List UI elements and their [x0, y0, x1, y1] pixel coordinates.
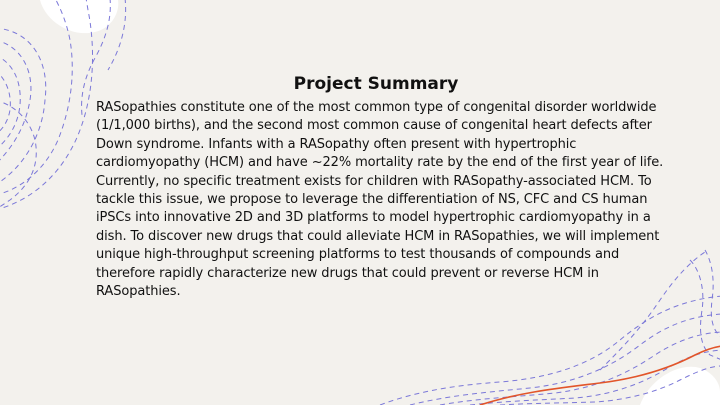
top-blob-shape: [40, 0, 118, 33]
slide-body-text: RASopathies constitute one of the most common type of congenital disorder worldwide (1/1,000 births), and the second most common cause of congenital heart defects after Down syndrome. Infants with a RASopathy often present with hypertrophic cardiomyopathy (HCM) and have ~22% mortality rate by the end of the first year of life. Currently, no specific treatment exists for children with RASopathy-associated HCM. To tackle this issue, we propose to leverage the differentiation of NS, CFC and CS human iPSCs into innovative 2D and 3D platforms to model hypertrophic cardiomyopathy in a dish. To discover new drugs that could alleviate HCM in RASopathies, we will implement unique high-throughput screening platforms to test thousands of compounds and therefore rapidly characterize new drugs that could prevent or reverse HCM in RASopathies.: [96, 100, 664, 300]
slide-title: Project Summary: [293, 74, 459, 94]
